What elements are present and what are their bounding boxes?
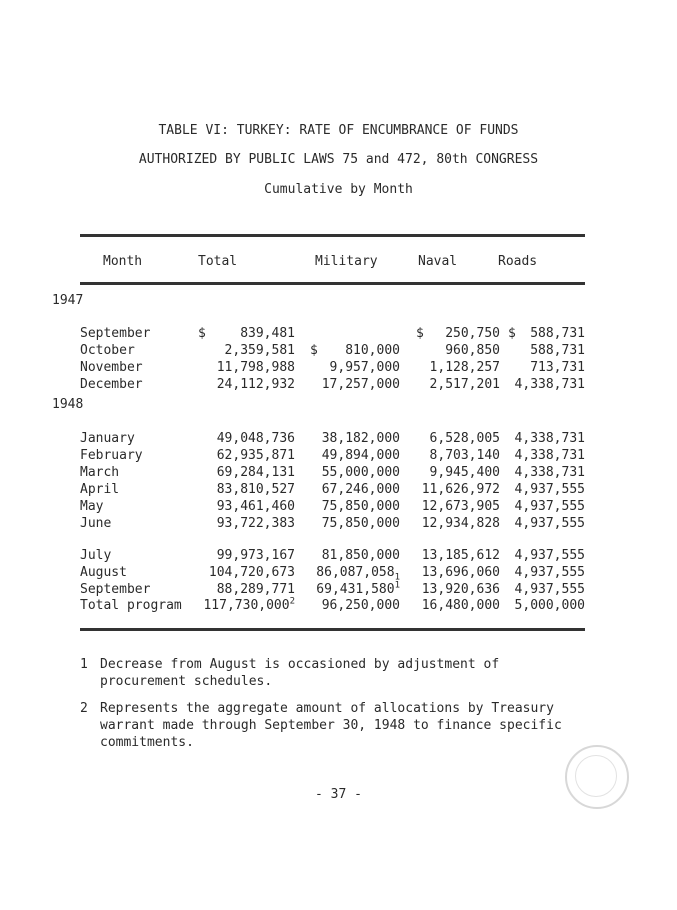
military-value: 69,431,580 [316, 582, 395, 597]
month-cell: October [80, 343, 135, 358]
page-number: - 37 - [315, 787, 362, 802]
footnote-number: 2 [80, 701, 88, 716]
month-cell: March [80, 465, 120, 480]
column-header-row [0, 253, 677, 270]
footnote-number: 1 [80, 657, 88, 672]
table-row [0, 325, 677, 342]
naval-cell: 13,920,636 [421, 582, 500, 597]
footnote-marker: 1 [394, 580, 400, 591]
naval-cell: 12,673,905 [421, 499, 500, 514]
military-cell: 75,850,000 [321, 516, 400, 531]
roads-cell: 4,937,555 [514, 565, 585, 580]
naval-cell: 2,517,201 [429, 377, 500, 392]
roads-cell: 4,338,731 [514, 431, 585, 446]
footnote-marker: 1 [394, 572, 400, 583]
naval-cell: 12,934,828 [421, 516, 500, 531]
archive-stamp [565, 745, 629, 809]
total-cell: 99,973,167 [216, 548, 295, 563]
table-row [0, 581, 677, 598]
roads-cell: 5,000,000 [514, 598, 585, 613]
naval-cell: 9,945,400 [429, 465, 500, 480]
total-cell: 88,289,771 [216, 582, 295, 597]
naval-cell: 13,696,060 [421, 565, 500, 580]
table-row [0, 342, 677, 359]
dollar-sign: $ [198, 326, 206, 341]
roads-cell: 4,937,555 [514, 548, 585, 563]
roads-cell: 713,731 [530, 360, 585, 375]
military-cell: 49,894,000 [321, 448, 400, 463]
column-header-naval: Naval [418, 254, 458, 269]
table-caption: Cumulative by Month [264, 182, 413, 197]
table-row [0, 564, 677, 581]
total-cell: 11,798,988 [216, 360, 295, 375]
total-cell: 93,722,383 [216, 516, 295, 531]
total-cell: 2,359,581 [224, 343, 295, 358]
roads-cell: 4,937,555 [514, 516, 585, 531]
military-cell: 55,000,000 [321, 465, 400, 480]
column-header-roads: Roads [498, 254, 538, 269]
year-label-1948: 1948 [52, 397, 84, 412]
naval-cell: 960,850 [445, 343, 500, 358]
roads-cell: 588,731 [530, 343, 585, 358]
total-program-label: Total program [80, 598, 182, 613]
military-cell: 38,182,000 [321, 431, 400, 446]
roads-cell: 4,937,555 [514, 499, 585, 514]
month-cell: July [80, 548, 112, 563]
month-cell: August [80, 565, 127, 580]
table-row [0, 498, 677, 515]
column-header-military: Military [315, 254, 378, 269]
dollar-sign: $ [310, 343, 318, 358]
month-cell: May [80, 499, 104, 514]
military-cell [300, 581, 400, 598]
total-cell: 62,935,871 [216, 448, 295, 463]
naval-cell: 11,626,972 [421, 482, 500, 497]
month-cell: February [80, 448, 143, 463]
bottom-rule [80, 628, 585, 631]
roads-cell: 4,338,731 [514, 448, 585, 463]
month-cell: January [80, 431, 135, 446]
military-cell: 9,957,000 [329, 360, 400, 375]
table-row [0, 547, 677, 564]
military-cell: 67,246,000 [321, 482, 400, 497]
total-cell [185, 597, 295, 614]
column-header-month: Month [103, 254, 143, 269]
year-label-1947: 1947 [52, 293, 84, 308]
table-subtitle: AUTHORIZED BY PUBLIC LAWS 75 and 472, 80th CONGRESS [138, 152, 539, 167]
naval-cell: 6,528,005 [429, 431, 500, 446]
military-cell: 17,257,000 [321, 377, 400, 392]
total-cell: 69,284,131 [216, 465, 295, 480]
roads-cell: 588,731 [530, 326, 585, 341]
header-rule [80, 282, 585, 285]
footnote-text: Decrease from August is occasioned by adjustment of procurement schedules. [100, 657, 500, 689]
column-header-total: Total [198, 254, 238, 269]
total-cell: 839,481 [240, 326, 295, 341]
dollar-sign: $ [508, 326, 516, 341]
month-cell: April [80, 482, 120, 497]
table-row [0, 515, 677, 532]
month-cell: September [80, 326, 151, 341]
military-cell: 96,250,000 [321, 598, 400, 613]
table-row [0, 464, 677, 481]
footnote-marker: 2 [289, 596, 295, 607]
total-cell: 83,810,527 [216, 482, 295, 497]
military-value: 86,087,058 [316, 565, 395, 580]
table-title: TABLE VI: TURKEY: RATE OF ENCUMBRANCE OF FUNDS [158, 123, 519, 138]
month-cell: December [80, 377, 143, 392]
top-rule [80, 234, 585, 237]
roads-cell: 4,338,731 [514, 465, 585, 480]
archive-stamp-inner [575, 755, 617, 797]
month-cell: September [80, 582, 151, 597]
footnote-text: Represents the aggregate amount of allocations by Treasury warrant made through September 30, 1948 to finance specific commitments. [100, 701, 562, 750]
military-cell: 810,000 [345, 343, 400, 358]
total-cell: 49,048,736 [216, 431, 295, 446]
roads-cell: 4,937,555 [514, 582, 585, 597]
naval-cell: 250,750 [445, 326, 500, 341]
total-cell: 24,112,932 [216, 377, 295, 392]
table-row [0, 359, 677, 376]
total-value: 117,730,000 [203, 598, 290, 613]
total-cell: 93,461,460 [216, 499, 295, 514]
naval-cell: 8,703,140 [429, 448, 500, 463]
table-row [0, 430, 677, 447]
naval-cell: 13,185,612 [421, 548, 500, 563]
month-cell: June [80, 516, 112, 531]
military-cell: 81,850,000 [321, 548, 400, 563]
table-row [0, 376, 677, 393]
table-row [0, 447, 677, 464]
roads-cell: 4,937,555 [514, 482, 585, 497]
dollar-sign: $ [416, 326, 424, 341]
naval-cell: 16,480,000 [421, 598, 500, 613]
total-cell: 104,720,673 [208, 565, 295, 580]
military-cell: 75,850,000 [321, 499, 400, 514]
total-program-row [0, 597, 677, 614]
naval-cell: 1,128,257 [429, 360, 500, 375]
roads-cell: 4,338,731 [514, 377, 585, 392]
month-cell: November [80, 360, 143, 375]
table-row [0, 481, 677, 498]
